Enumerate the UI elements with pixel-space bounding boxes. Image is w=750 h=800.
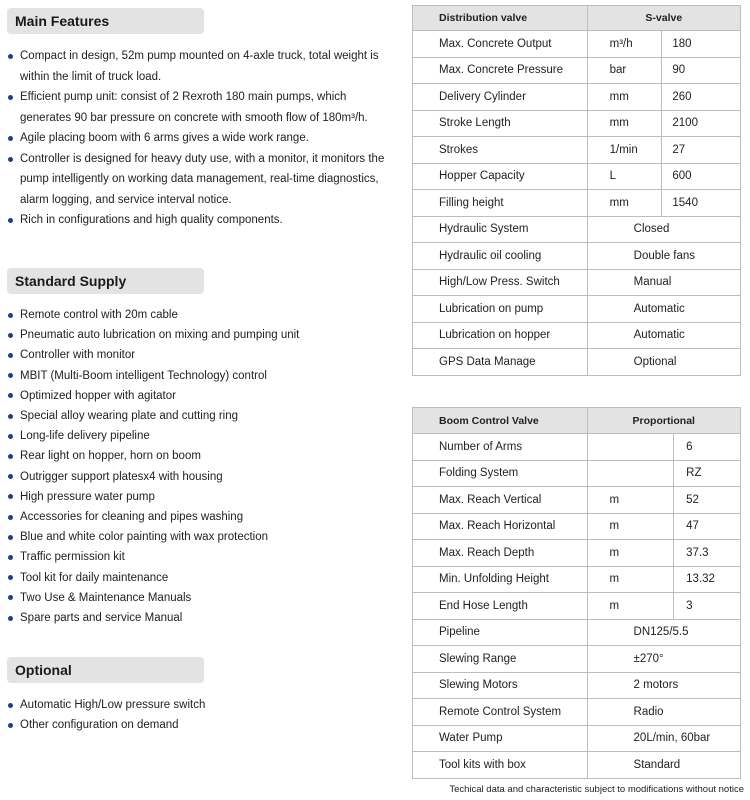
list-item: Remote control with 20m cable xyxy=(8,305,393,325)
list-item: Long-life delivery pipeline xyxy=(8,426,393,446)
cell-value: 1540 xyxy=(662,190,741,217)
main-features-heading: Main Features xyxy=(7,8,204,34)
list-item: Controller is designed for heavy duty use, with a monitor, it monitors the pump intelligently on working data management, real-time diagnostics, alarm logging, and service interval notice. xyxy=(8,149,393,211)
cell-name: Lubrication on pump xyxy=(413,296,588,323)
cell-name: Filling height xyxy=(413,190,588,217)
table-row xyxy=(413,752,741,779)
cell-name: Hopper Capacity xyxy=(413,163,588,190)
list-item: Spare parts and service Manual xyxy=(8,608,393,628)
header-proportional: Proportional xyxy=(587,408,740,434)
cell-unit: L xyxy=(587,163,662,190)
cell-unit: 1/min xyxy=(587,137,662,164)
table-row xyxy=(413,190,741,217)
cell-name: Pipeline xyxy=(413,619,588,646)
table-row xyxy=(413,434,741,461)
list-item: Controller with monitor xyxy=(8,345,393,365)
cell-name: Max. Reach Horizontal xyxy=(413,513,588,540)
cell-unit xyxy=(587,434,674,461)
table-row xyxy=(413,646,741,673)
cell-unit: m³/h xyxy=(587,31,662,58)
table-row xyxy=(413,322,741,349)
list-item: High pressure water pump xyxy=(8,487,393,507)
cell-name: Strokes xyxy=(413,137,588,164)
cell-unit: m xyxy=(587,566,674,593)
table-row xyxy=(413,349,741,376)
cell-value: 13.32 xyxy=(674,566,741,593)
table-row xyxy=(413,163,741,190)
list-item: Other configuration on demand xyxy=(8,715,393,735)
table-row xyxy=(413,296,741,323)
cell-value: Radio xyxy=(587,699,740,726)
table-row xyxy=(413,57,741,84)
table-row xyxy=(413,725,741,752)
cell-unit: mm xyxy=(587,190,662,217)
cell-value: 27 xyxy=(662,137,741,164)
table-row xyxy=(413,110,741,137)
cell-name: Lubrication on hopper xyxy=(413,322,588,349)
list-item: Compact in design, 52m pump mounted on 4-axle truck, total weight is within the limit of truck load. xyxy=(8,46,393,87)
cell-name: Max. Reach Depth xyxy=(413,540,588,567)
cell-unit: m xyxy=(587,540,674,567)
list-item: Blue and white color painting with wax protection xyxy=(8,527,393,547)
table-row xyxy=(413,269,741,296)
standard-supply-list xyxy=(8,305,393,628)
cell-value: Automatic xyxy=(587,322,740,349)
cell-value: DN125/5.5 xyxy=(587,619,740,646)
cell-value: 20L/min, 60bar xyxy=(587,725,740,752)
list-item: Outrigger support platesx4 with housing xyxy=(8,467,393,487)
cell-unit: mm xyxy=(587,84,662,111)
table-row xyxy=(413,487,741,514)
cell-name: Max. Concrete Pressure xyxy=(413,57,588,84)
boom-control-table xyxy=(412,407,741,779)
list-item: Rich in configurations and high quality components. xyxy=(8,210,393,231)
list-item: Two Use & Maintenance Manuals xyxy=(8,588,393,608)
cell-name: Slewing Motors xyxy=(413,672,588,699)
cell-value: 2 motors xyxy=(587,672,740,699)
cell-name: Delivery Cylinder xyxy=(413,84,588,111)
standard-supply-heading: Standard Supply xyxy=(7,268,204,294)
cell-name: Number of Arms xyxy=(413,434,588,461)
cell-name: High/Low Press. Switch xyxy=(413,269,588,296)
table-row xyxy=(413,31,741,58)
cell-value: 6 xyxy=(674,434,741,461)
table-row xyxy=(413,137,741,164)
list-item: MBIT (Multi-Boom intelligent Technology) control xyxy=(8,366,393,386)
cell-name: Folding System xyxy=(413,460,588,487)
cell-value: RZ xyxy=(674,460,741,487)
cell-name: GPS Data Manage xyxy=(413,349,588,376)
table-row xyxy=(413,672,741,699)
optional-list xyxy=(8,695,393,735)
cell-value: 47 xyxy=(674,513,741,540)
cell-name: Hydraulic oil cooling xyxy=(413,243,588,270)
optional-heading: Optional xyxy=(7,657,204,683)
cell-name: Water Pump xyxy=(413,725,588,752)
list-item: Agile placing boom with 6 arms gives a wide work range. xyxy=(8,128,393,149)
cell-value: 3 xyxy=(674,593,741,620)
cell-value: 180 xyxy=(662,31,741,58)
cell-name: Slewing Range xyxy=(413,646,588,673)
cell-value: Automatic xyxy=(587,296,740,323)
table-row xyxy=(413,619,741,646)
cell-value: 90 xyxy=(662,57,741,84)
main-features-list xyxy=(8,46,393,231)
table-row xyxy=(413,513,741,540)
list-item: Automatic High/Low pressure switch xyxy=(8,695,393,715)
cell-name: Remote Control System xyxy=(413,699,588,726)
table-row xyxy=(413,699,741,726)
cell-name: End Hose Length xyxy=(413,593,588,620)
cell-value: Standard xyxy=(587,752,740,779)
table-row xyxy=(413,84,741,111)
table-header-row xyxy=(413,408,741,434)
list-item: Tool kit for daily maintenance xyxy=(8,568,393,588)
footnote: Techical data and characteristic subject to modifications without notice xyxy=(449,784,744,795)
cell-name: Max. Reach Vertical xyxy=(413,487,588,514)
list-item: Optimized hopper with agitator xyxy=(8,386,393,406)
cell-unit: m xyxy=(587,513,674,540)
cell-value: Optional xyxy=(587,349,740,376)
cell-name: Hydraulic System xyxy=(413,216,588,243)
table-row xyxy=(413,566,741,593)
cell-value: 260 xyxy=(662,84,741,111)
header-distribution-valve: Distribution valve xyxy=(413,6,588,31)
list-item: Efficient pump unit: consist of 2 Rexroth 180 main pumps, which generates 90 bar pressure on concrete with smooth flow of 180m³/h. xyxy=(8,87,393,128)
header-s-valve: S-valve xyxy=(587,6,740,31)
table-row xyxy=(413,593,741,620)
cell-name: Min. Unfolding Height xyxy=(413,566,588,593)
table-row xyxy=(413,243,741,270)
cell-value: Manual xyxy=(587,269,740,296)
cell-value: Double fans xyxy=(587,243,740,270)
list-item: Rear light on hopper, horn on boom xyxy=(8,446,393,466)
cell-value: 37.3 xyxy=(674,540,741,567)
cell-unit: m xyxy=(587,593,674,620)
cell-name: Max. Concrete Output xyxy=(413,31,588,58)
list-item: Pneumatic auto lubrication on mixing and pumping unit xyxy=(8,325,393,345)
table-header-row xyxy=(413,6,741,31)
list-item: Special alloy wearing plate and cutting ring xyxy=(8,406,393,426)
cell-value: 2100 xyxy=(662,110,741,137)
cell-unit: m xyxy=(587,487,674,514)
cell-unit xyxy=(587,460,674,487)
cell-name: Tool kits with box xyxy=(413,752,588,779)
cell-value: ±270° xyxy=(587,646,740,673)
cell-value: Closed xyxy=(587,216,740,243)
table-row xyxy=(413,460,741,487)
cell-name: Stroke Length xyxy=(413,110,588,137)
table-row xyxy=(413,216,741,243)
list-item: Traffic permission kit xyxy=(8,547,393,567)
cell-unit: mm xyxy=(587,110,662,137)
cell-value: 600 xyxy=(662,163,741,190)
table-row xyxy=(413,540,741,567)
distribution-valve-table xyxy=(412,5,741,376)
header-boom-control-valve: Boom Control Valve xyxy=(413,408,588,434)
cell-unit: bar xyxy=(587,57,662,84)
list-item: Accessories for cleaning and pipes washing xyxy=(8,507,393,527)
cell-value: 52 xyxy=(674,487,741,514)
